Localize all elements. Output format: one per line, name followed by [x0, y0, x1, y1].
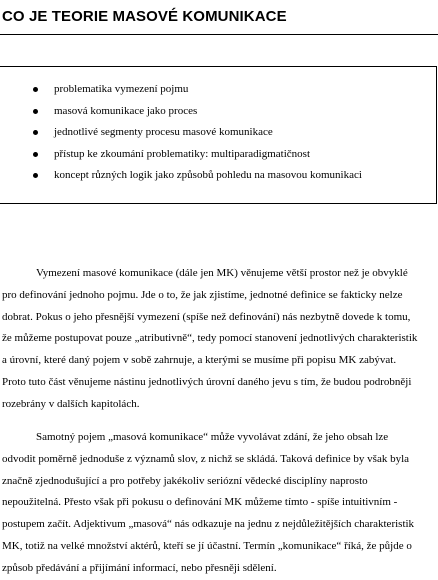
paragraph-line: že můžeme postupovat pouze „atributivně“, tedy pomocí stanovení jednotlivých charakteristik: [2, 332, 418, 345]
paragraph-line: Vymezení masové komunikace (dále jen MK) věnujeme větší prostor než je obvyklé: [36, 267, 408, 279]
bullet-icon: [33, 109, 38, 114]
bullet-icon: [33, 130, 38, 135]
paragraph-line: postupem začít. Adjektivum „masová“ nás odkazuje na jednu z nejdůležitějších charakteristik: [2, 518, 415, 531]
paragraph-line: Samotný pojem „masová komunikace“ může vyvolávat zdání, že jeho obsah lze: [36, 431, 389, 443]
paragraph-line: a úrovní, které daný pojem v sobě zahrnuje, a kterými se musíme při popisu MK zabývat.: [2, 354, 397, 367]
paragraph-line: způsob předávání a přijímání informací, nebo přesněji sdělení.: [2, 561, 277, 574]
topics-box: problematika vymezení pojmu masová komunikace jako proces jednotlivé segmenty procesu masové komunikace přístup ke zkoumání problematiky: multiparadigmatičnost koncept různých logik jako způsobů pohledu na masovou komunikaci: [0, 66, 437, 204]
title-rule: [0, 34, 438, 35]
bullet-icon: [33, 152, 38, 157]
paragraph-line: odvodit poměrně jednoduše z významů slov, z nichž se skládá. Taková definice by však byla: [2, 452, 410, 465]
paragraph-line: nepoužitelná. Přesto však při pokusu o definování MK můžeme tímto - spíše intuitivním -: [2, 496, 398, 509]
paragraph-1: [2, 263, 438, 416]
paragraph-line: dobrat. Pokus o jeho přesnější vymezení (spíše než definování) nás nezbytně dovede k tomu,: [2, 310, 411, 323]
bullet-icon: [33, 173, 38, 178]
paragraph-line: pro definování jednoho pojmu. Jde o to, že jak zjistíme, jednotné definice se fakticky nelze: [2, 288, 403, 301]
paragraph-line: značně zjednodušující a pro potřeby jakékoliv seriózní vědecké disciplíny naprosto: [2, 474, 368, 487]
paragraph-line: Proto tuto část věnujeme nástinu jednotlivých úrovní daného jevu s tím, že budou podrobněji: [2, 375, 412, 388]
paragraph-line: MK, totiž na velké množství aktérů, kteří se jí účastní. Termín „komunikace“ říká, že půjde o: [2, 539, 412, 552]
page-title: CO JE TEORIE MASOVÉ KOMUNIKACE: [2, 8, 287, 25]
paragraph-2: [2, 427, 438, 580]
paragraph-line: rozebrány v dalších kapitolách.: [2, 397, 140, 410]
bullet-icon: [33, 87, 38, 92]
